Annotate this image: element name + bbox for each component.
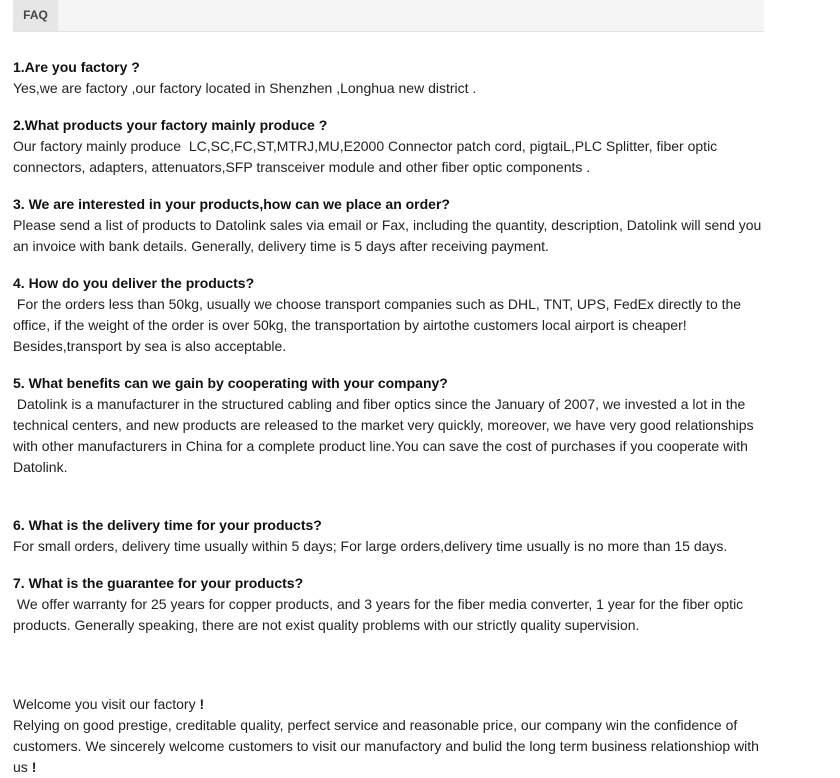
- faq-question-1: 1.Are you factory ?: [13, 59, 140, 75]
- faq-question-7: 7. What is the guarantee for your products?: [13, 575, 304, 591]
- faq-item-7: [13, 573, 773, 636]
- faq-item-6: [13, 515, 773, 557]
- faq-item-1: [13, 57, 773, 99]
- faq-question-3: 3. We are interested in your products,how can we place an order?: [13, 196, 450, 212]
- faq-item-4: [13, 273, 773, 357]
- welcome-title-mark: !: [199, 696, 205, 712]
- faq-answer-4: For the orders less than 50kg, usually we choose transport companies such as DHL, TNT, UPS, FedEx directly to the office, if the weight of the order is over 50kg, the transportation by airtothe customers local airport is cheaper! Besides,transport by sea is also acceptable.: [13, 296, 745, 354]
- faq-answer-1: Yes,we are factory ,our factory located in Shenzhen ,Longhua new district .: [13, 80, 477, 96]
- faq-answer-6: For small orders, delivery time usually within 5 days; For large orders,delivery time usually is no more than 15 days.: [13, 538, 728, 554]
- faq-item-3: [13, 194, 773, 257]
- faq-question-5: 5. What benefits can we gain by cooperating with your company?: [13, 375, 448, 391]
- faq-question-4: 4. How do you deliver the products?: [13, 275, 255, 291]
- welcome-body-text: Relying on good prestige, creditable quality, perfect service and reasonable price, our company win the confidence of customers. We sincerely welcome customers to visit our manufactory and bulid the long term business relationshiop with us: [13, 717, 763, 775]
- faq-item-5: [13, 373, 773, 478]
- faq-question-6: 6. What is the delivery time for your products?: [13, 517, 322, 533]
- tab-faq[interactable]: FAQ: [13, 0, 58, 31]
- faq-answer-2: Our factory mainly produce LC,SC,FC,ST,MTRJ,MU,E2000 Connector patch cord, pigtaiL,PLC Splitter, fiber optic connectors, adapters, attenuators,SFP transceiver module and other fiber optic components .: [13, 138, 722, 175]
- faq-item-2: [13, 115, 773, 178]
- welcome-title-text: Welcome you visit our factory: [13, 696, 200, 712]
- faq-content: [13, 57, 773, 778]
- faq-answer-3: Please send a list of products to Datolink sales via email or Fax, including the quantity, description, Datolink will send you an invoice with bank details. Generally, delivery time is 5 days after receiving payment.: [13, 217, 766, 254]
- welcome-section: [13, 694, 773, 778]
- tab-bar: [13, 0, 764, 32]
- welcome-title: [13, 694, 773, 715]
- faq-answer-7: We offer warranty for 25 years for copper products, and 3 years for the fiber media converter, 1 year for the fiber optic products. Generally speaking, there are not exist quality problems with our strictly quality supervision.: [13, 596, 748, 633]
- faq-answer-5: Datolink is a manufacturer in the structured cabling and fiber optics since the January of 2007, we invested a lot in the technical centers, and new products are released to the market very quickly, moreover, we have very good relationships with other manufacturers in China for a complete product line.You can save the cost of purchases if you cooperate with Datolink.: [13, 396, 758, 475]
- welcome-body-mark: !: [31, 759, 37, 775]
- faq-question-2: 2.What products your factory mainly produce ?: [13, 117, 328, 133]
